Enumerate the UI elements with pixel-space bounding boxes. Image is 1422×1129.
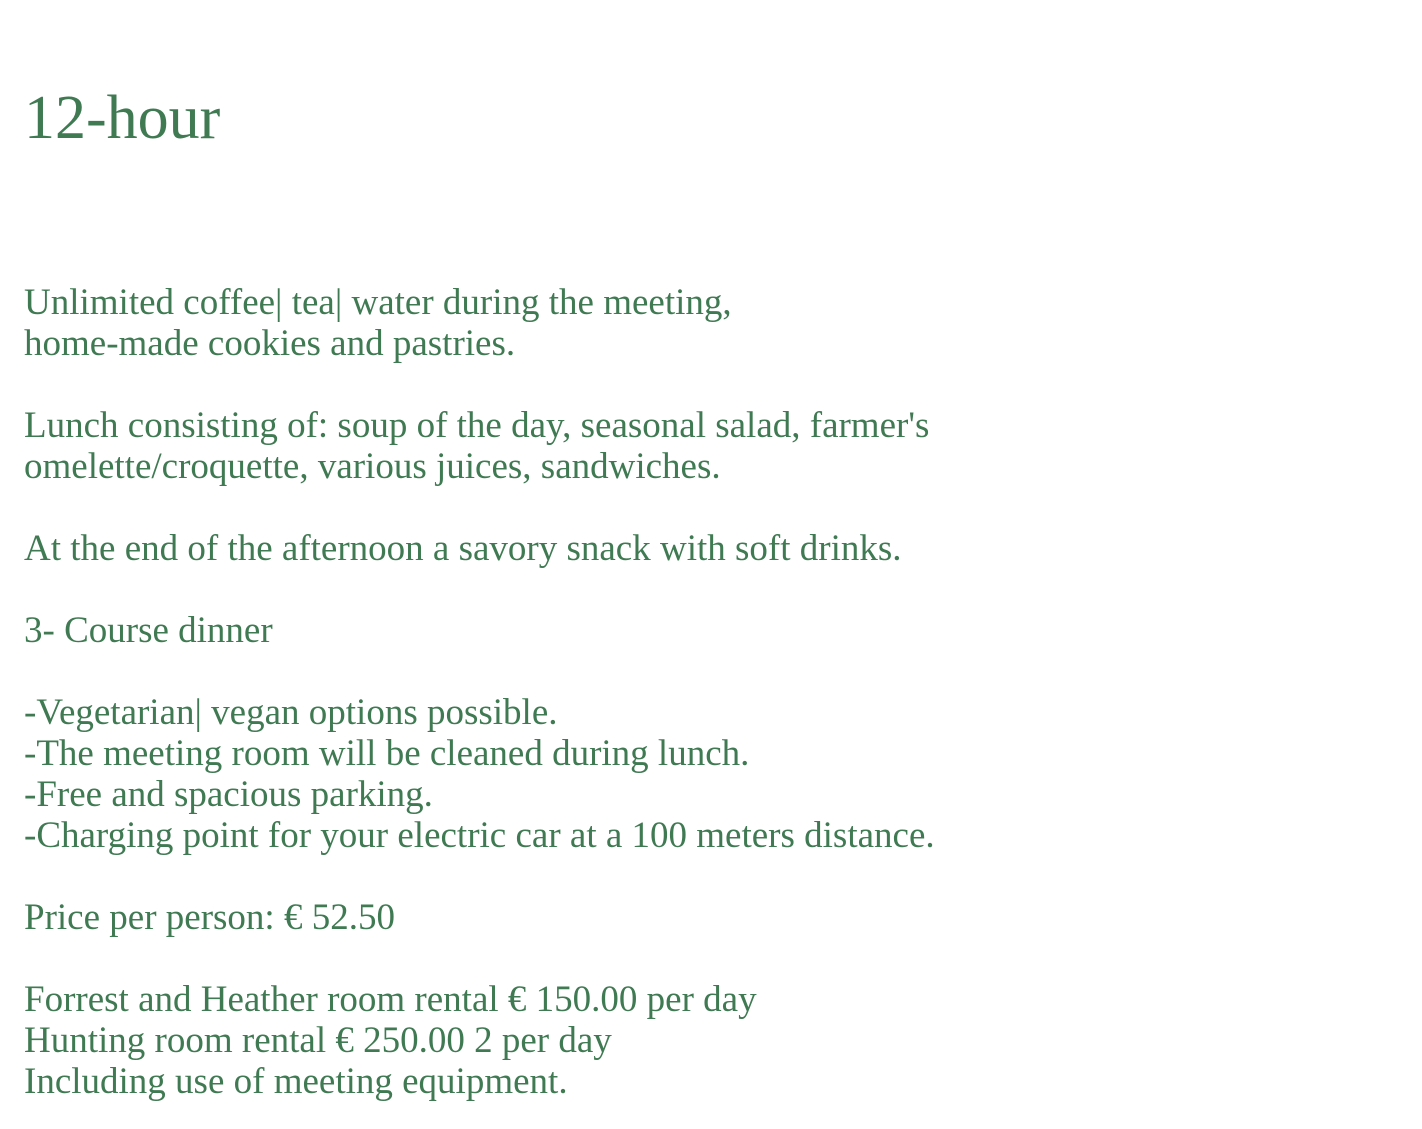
text-line: Lunch consisting of: soup of the day, seasonal salad, farmer's xyxy=(24,405,930,446)
price-paragraph xyxy=(24,897,1404,938)
text-line: 3- Course dinner xyxy=(24,610,273,651)
page-title: 12-hour xyxy=(24,84,221,152)
refreshments-paragraph xyxy=(24,282,1404,364)
afternoon-snack-paragraph xyxy=(24,528,1404,569)
note-item: -Vegetarian| vegan options possible. xyxy=(24,692,558,733)
price-per-person: Price per person: € 52.50 xyxy=(24,897,395,938)
lunch-paragraph xyxy=(24,405,1404,487)
notes-list xyxy=(24,692,1404,856)
note-item: -Free and spacious parking. xyxy=(24,774,433,815)
text-line: omelette/croquette, various juices, sandwiches. xyxy=(24,446,721,487)
package-details xyxy=(24,282,1404,1102)
text-line: home-made cookies and pastries. xyxy=(24,323,516,364)
equipment-note: Including use of meeting equipment. xyxy=(24,1061,568,1102)
room-rental-item: Forrest and Heather room rental € 150.00 per day xyxy=(24,979,757,1020)
note-item: -Charging point for your electric car at a 100 meters distance. xyxy=(24,815,935,856)
room-rental-item: Hunting room rental € 250.00 2 per day xyxy=(24,1020,612,1061)
note-item: -The meeting room will be cleaned during lunch. xyxy=(24,733,750,774)
text-line: Unlimited coffee| tea| water during the meeting, xyxy=(24,282,732,323)
text-line: At the end of the afternoon a savory snack with soft drinks. xyxy=(24,528,902,569)
room-rental-paragraph xyxy=(24,979,1404,1102)
dinner-paragraph xyxy=(24,610,1404,651)
